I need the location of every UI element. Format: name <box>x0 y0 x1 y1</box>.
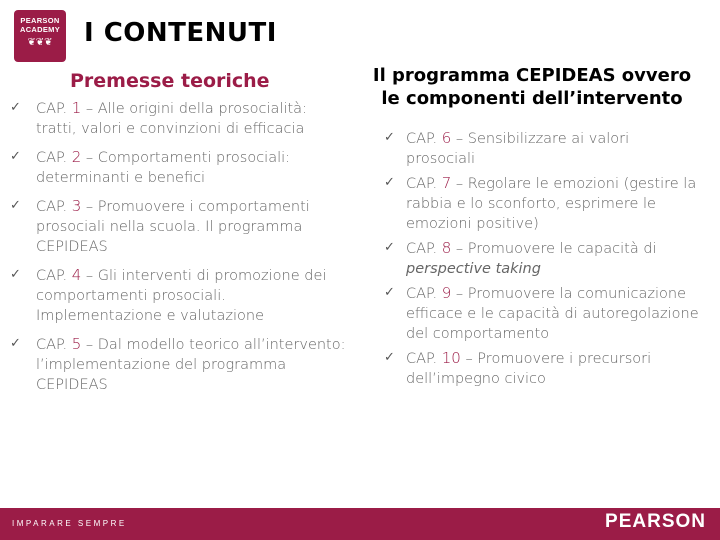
logo-line-1: PEARSON <box>20 16 60 25</box>
pearson-logo: PEARSON <box>605 511 706 532</box>
checkmark-icon: ✓ <box>384 350 395 365</box>
chapter-text: – Dal modello teorico all’intervento: l’implementazione del programma CEPIDEAS <box>36 337 346 393</box>
slide-title: I CONTENUTI <box>84 18 277 48</box>
list-item <box>10 147 350 188</box>
list-item <box>10 196 350 257</box>
checkmark-icon: ✓ <box>10 198 21 213</box>
list-item <box>384 348 700 389</box>
chapter-number: 8 <box>441 239 452 257</box>
checkmark-icon: ✓ <box>10 100 21 115</box>
list-item <box>10 334 350 395</box>
checkmark-icon: ✓ <box>384 240 395 255</box>
list-item <box>384 283 700 344</box>
chapter-prefix: CAP. <box>406 176 442 192</box>
chapter-number: 5 <box>71 335 82 353</box>
chapter-prefix: CAP. <box>36 199 72 215</box>
chapter-number: 3 <box>71 197 82 215</box>
checkmark-icon: ✓ <box>384 175 395 190</box>
list-item <box>10 98 350 139</box>
left-chapter-list <box>10 98 350 403</box>
chapter-text: – Comportamenti prosociali: determinanti e benefici <box>36 150 291 186</box>
checkmark-icon: ✓ <box>10 267 21 282</box>
list-item <box>384 128 700 169</box>
logo-line-2: ACADEMY <box>19 25 61 34</box>
chapter-prefix: CAP. <box>406 241 442 257</box>
chapter-text: – Promuovere i comportamenti prosociali nella scuola. Il programma CEPIDEAS <box>36 199 310 255</box>
chapter-number: 9 <box>441 284 452 302</box>
chapter-number: 6 <box>441 129 452 147</box>
footer-tagline: IMPARARE SEMPRE <box>12 519 127 528</box>
chapter-number: 1 <box>71 99 82 117</box>
chapter-text: – Regolare le emozioni (gestire la rabbia e lo sconforto, esprimere le emozioni positive) <box>406 176 697 232</box>
chapter-text: – Promuovere le capacità di <box>451 241 657 257</box>
wreath-icon: ❦❦❦ <box>27 37 53 48</box>
checkmark-icon: ✓ <box>384 130 395 145</box>
chapter-prefix: CAP. <box>406 351 442 367</box>
checkmark-icon: ✓ <box>384 285 395 300</box>
chapter-prefix: CAP. <box>36 101 72 117</box>
chapter-text: – Promuovere la comunicazione efficace e le capacità di autoregolazione del comportamento <box>406 286 699 342</box>
chapter-number: 2 <box>71 148 82 166</box>
list-item <box>384 238 700 279</box>
chapter-number: 10 <box>441 349 461 367</box>
checkmark-icon: ✓ <box>10 149 21 164</box>
right-column-heading: Il programma CEPIDEAS ovvero le componenti dell’intervento <box>372 65 692 109</box>
right-chapter-list <box>384 128 700 393</box>
list-item <box>10 265 350 326</box>
chapter-number: 4 <box>71 266 82 284</box>
chapter-prefix: CAP. <box>36 150 72 166</box>
chapter-prefix: CAP. <box>406 131 442 147</box>
chapter-text: – Sensibilizzare ai valori prosociali <box>406 131 630 167</box>
left-column-heading: Premesse teoriche <box>70 70 270 92</box>
chapter-prefix: CAP. <box>406 286 442 302</box>
footer-bar <box>0 508 720 540</box>
checkmark-icon: ✓ <box>10 336 21 351</box>
chapter-text: – Promuovere i precursori dell’impegno civico <box>406 351 652 387</box>
chapter-italic-text: perspective taking <box>406 261 541 277</box>
chapter-text: – Gli interventi di promozione dei comportamenti prosociali. Implementazione e valutazione <box>36 268 327 324</box>
list-item <box>384 173 700 234</box>
chapter-prefix: CAP. <box>36 268 72 284</box>
chapter-number: 7 <box>441 174 452 192</box>
pearson-academy-logo <box>14 10 66 62</box>
chapter-prefix: CAP. <box>36 337 72 353</box>
chapter-text: – Alle origini della prosocialità: tratti, valori e convinzioni di efficacia <box>36 101 307 137</box>
